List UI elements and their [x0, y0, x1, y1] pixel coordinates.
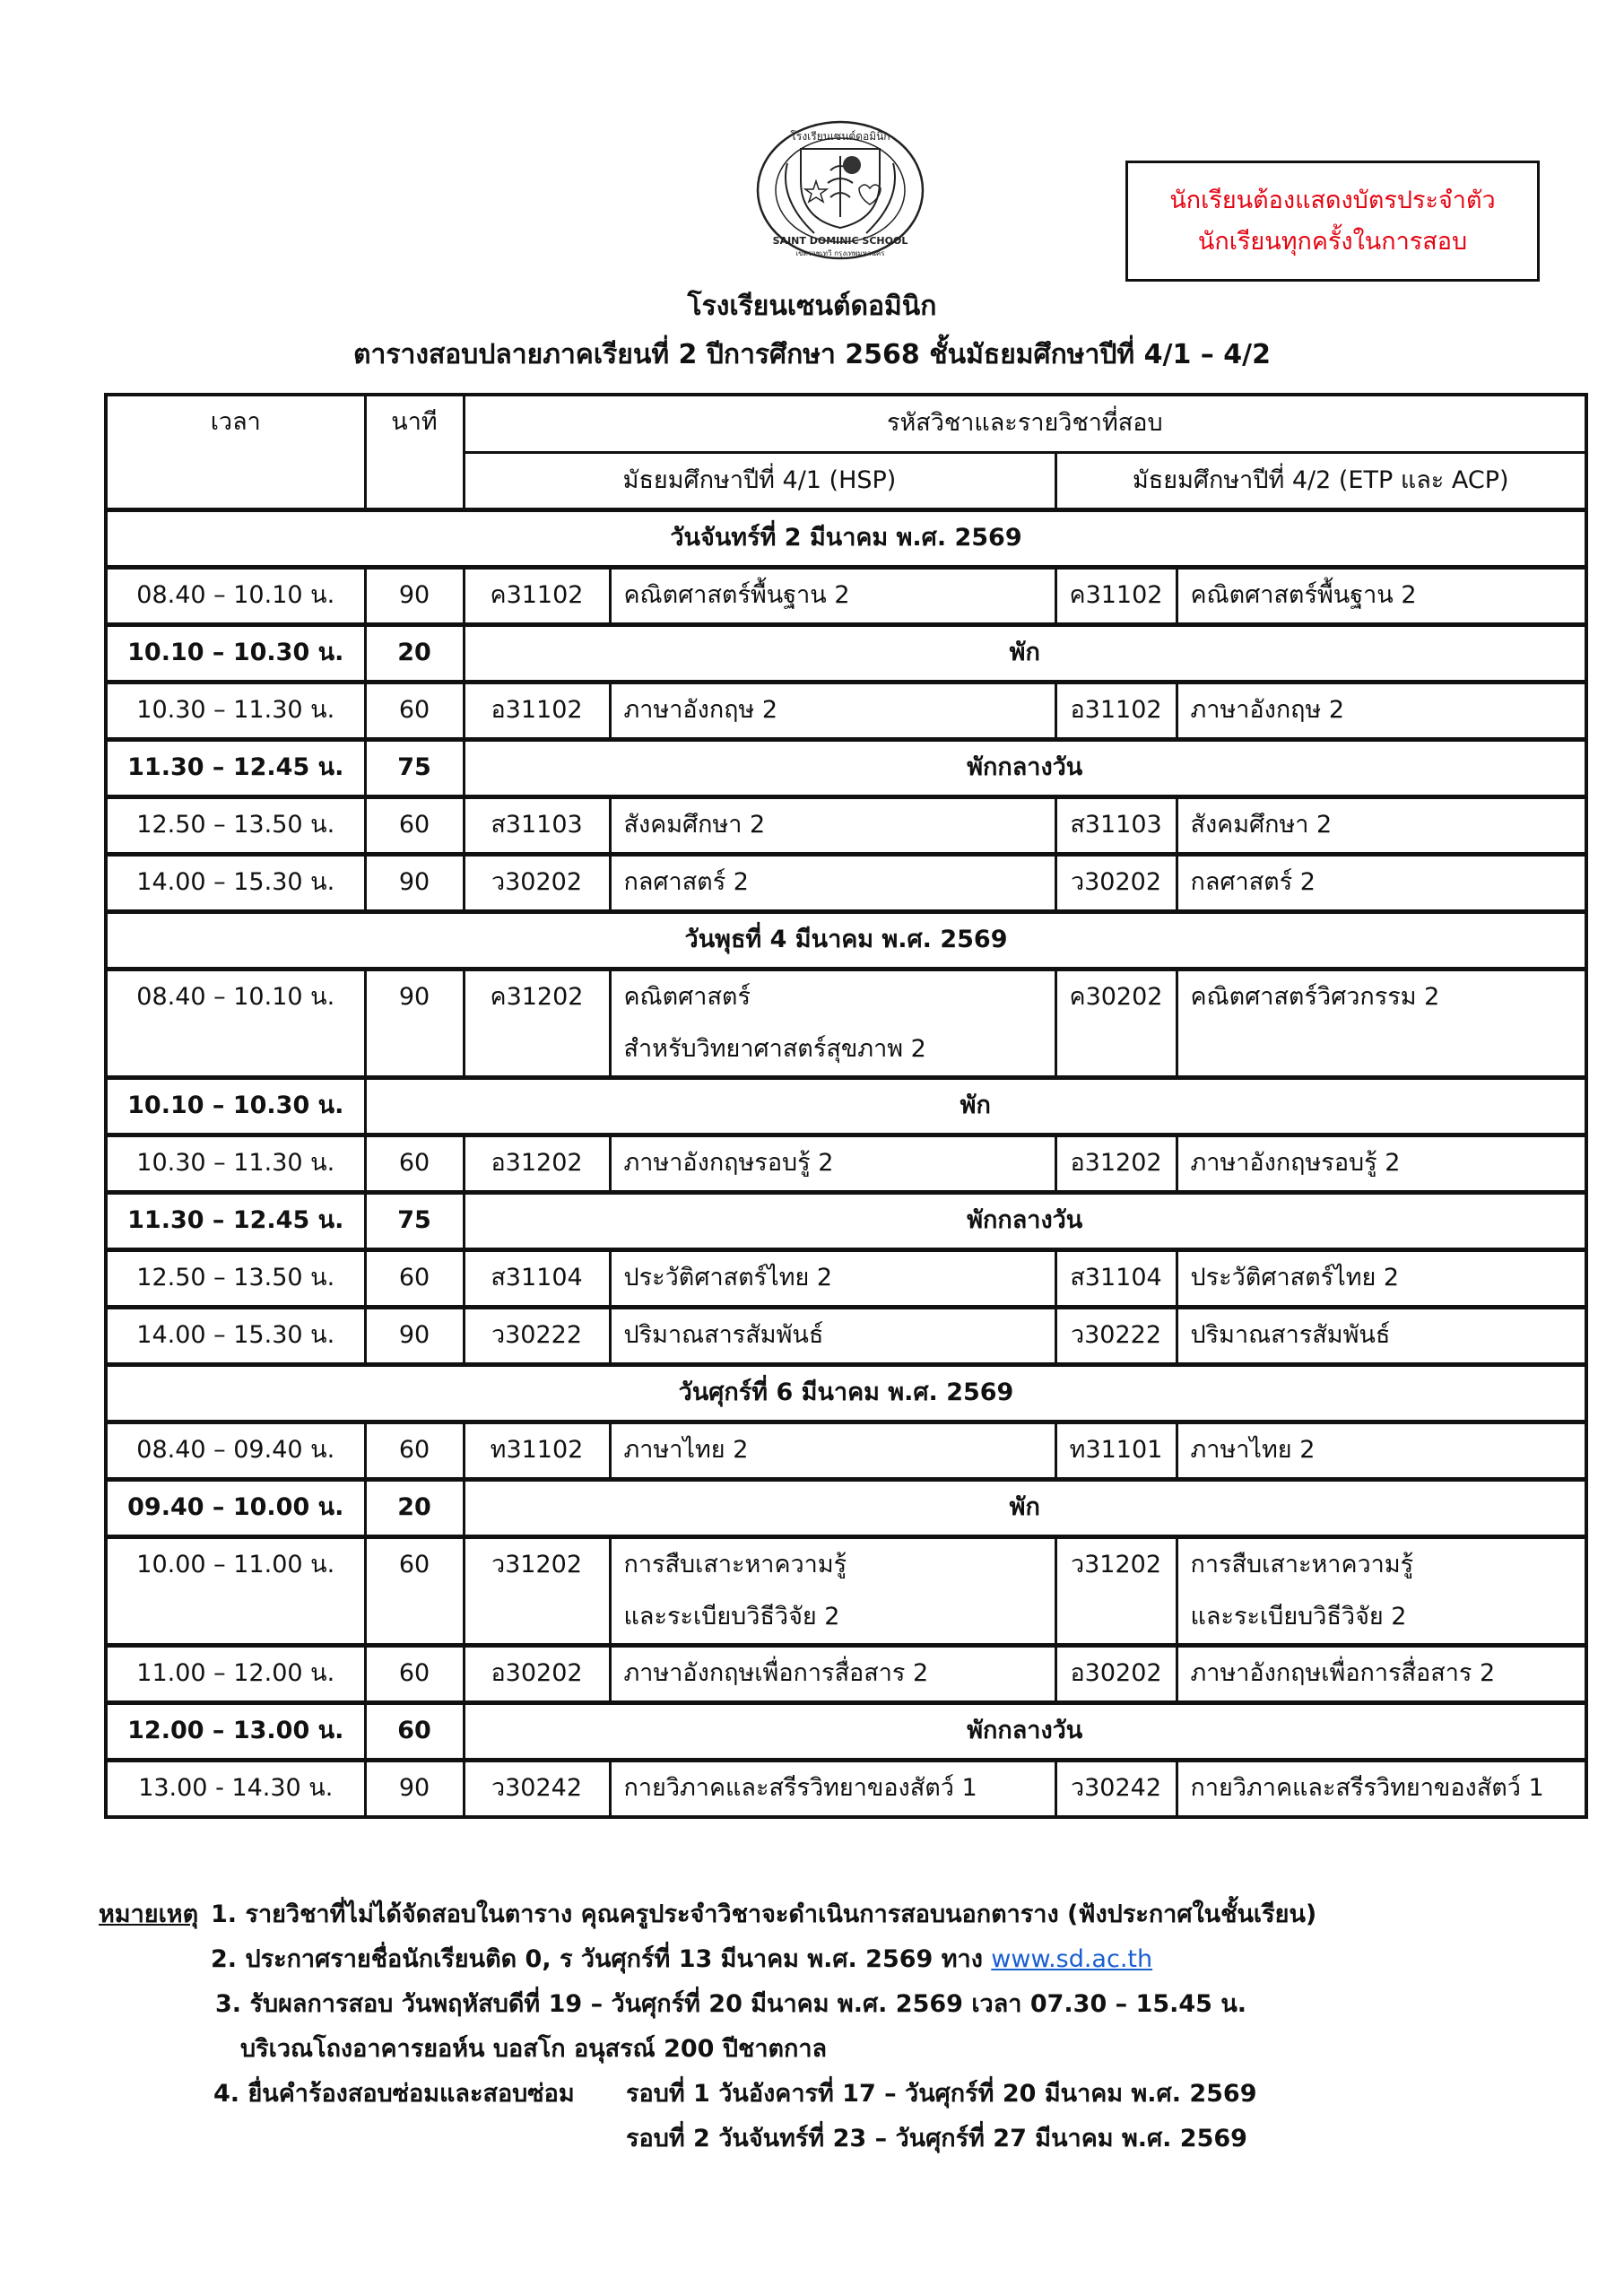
subject-name-4-1 — [610, 567, 1055, 624]
subject-name-line: ภาษาอังกฤษรอบรู้ 2 — [1190, 1149, 1401, 1177]
subject-name-4-1 — [610, 1135, 1055, 1192]
subject-name-4-1 — [610, 1536, 1055, 1645]
notice-line-1: นักเรียนต้องแสดงบัตรประจำตัว — [1169, 186, 1496, 214]
day-header-row — [106, 911, 1586, 969]
subject-name-4-1 — [610, 1307, 1055, 1364]
exam-row — [106, 1645, 1586, 1702]
subject-name-4-1 — [610, 854, 1055, 911]
duration-minutes: 60 — [365, 796, 464, 854]
break-label: พัก — [464, 624, 1586, 682]
time-slot: 08.40 – 10.10 น. — [106, 969, 365, 1077]
notice-line-2: นักเรียนทุกครั้งในการสอบ — [1197, 227, 1468, 256]
duration-minutes: 90 — [365, 1760, 464, 1817]
subject-name-4-1 — [610, 682, 1055, 739]
duration-minutes: 20 — [365, 1479, 464, 1536]
subject-name-line: ภาษาอังกฤษ 2 — [1190, 696, 1345, 724]
duration-minutes: 75 — [365, 1192, 464, 1249]
duration-minutes: 90 — [365, 969, 464, 1077]
subject-name-line: และระเบียบวิธีวิจัย 2 — [623, 1602, 840, 1631]
subject-name-4-2 — [1177, 1135, 1586, 1192]
duration-minutes: 60 — [365, 1249, 464, 1307]
subject-name-line: ภาษาไทย 2 — [1190, 1436, 1316, 1464]
subject-name-line: คณิตศาสตร์วิศวกรรม 2 — [1190, 982, 1440, 1011]
subject-name-line: ภาษาอังกฤษเพื่อการสื่อสาร 2 — [623, 1659, 929, 1687]
subject-code-4-2: ว30222 — [1055, 1307, 1177, 1364]
break-row — [106, 739, 1586, 796]
duration-minutes: 60 — [365, 682, 464, 739]
duration-minutes: 90 — [365, 854, 464, 911]
break-row — [106, 1077, 1586, 1135]
subject-code-4-1: อ31102 — [464, 682, 610, 739]
subject-name-4-2 — [1177, 1422, 1586, 1479]
subject-name-line: ภาษาอังกฤษเพื่อการสื่อสาร 2 — [1190, 1659, 1496, 1687]
break-row — [106, 1192, 1586, 1249]
time-slot: 12.00 – 13.00 น. — [106, 1702, 365, 1760]
exam-row — [106, 567, 1586, 624]
subject-code-4-1: ส31104 — [464, 1249, 610, 1307]
subject-name-line: สังคมศึกษา 2 — [1190, 811, 1333, 839]
subject-code-4-1: ว30202 — [464, 854, 610, 911]
subject-name-line: คณิตศาสตร์ — [623, 982, 751, 1011]
subject-name-line: ภาษาไทย 2 — [623, 1436, 749, 1464]
subject-name-line: ประวัติศาสตร์ไทย 2 — [623, 1264, 833, 1292]
time-slot: 14.00 – 15.30 น. — [106, 1307, 365, 1364]
subject-name-line: การสืบเสาะหาความรู้ — [1190, 1550, 1414, 1578]
time-slot: 08.40 – 09.40 น. — [106, 1422, 365, 1479]
exam-row — [106, 1249, 1586, 1307]
subject-name-4-1 — [610, 1249, 1055, 1307]
break-label: พักกลางวัน — [464, 739, 1586, 796]
subject-name-line: ภาษาอังกฤษรอบรู้ 2 — [623, 1149, 834, 1177]
subject-code-4-1: ว30222 — [464, 1307, 610, 1364]
subject-name-4-1 — [610, 1760, 1055, 1817]
school-website-link[interactable]: www.sd.ac.th — [991, 1945, 1153, 1973]
subject-name-line: ปริมาณสารสัมพันธ์ — [623, 1321, 824, 1349]
duration-minutes: 90 — [365, 567, 464, 624]
note-item-2-text: 2. ประกาศรายชื่อนักเรียนติด 0, ร วันศุกร์ที่ 13 มีนาคม พ.ศ. 2569 ทาง — [211, 1945, 983, 1973]
logo-text-top: โรงเรียนเซนต์ดอมินิก — [790, 130, 890, 143]
subject-name-4-2 — [1177, 1645, 1586, 1702]
exam-row — [106, 854, 1586, 911]
exam-row — [106, 1536, 1586, 1645]
subject-name-4-2 — [1177, 969, 1586, 1077]
break-label: พัก — [464, 1479, 1586, 1536]
subject-name-line: กายวิภาคและสรีรวิทยาของสัตว์ 1 — [1190, 1774, 1544, 1803]
subject-code-4-2: ว30202 — [1055, 854, 1177, 911]
subject-code-4-2: ท31101 — [1055, 1422, 1177, 1479]
note-item-4-round-1: รอบที่ 1 วันอังคารที่ 17 – วันศุกร์ที่ 20 มีนาคม พ.ศ. 2569 — [626, 2080, 1257, 2108]
subject-code-4-1: ส31103 — [464, 796, 610, 854]
subject-name-4-1 — [610, 796, 1055, 854]
day-date: วันจันทร์ที่ 2 มีนาคม พ.ศ. 2569 — [106, 509, 1586, 567]
day-date: วันศุกร์ที่ 6 มีนาคม พ.ศ. 2569 — [106, 1364, 1586, 1422]
subject-name-line: กายวิภาคและสรีรวิทยาของสัตว์ 1 — [623, 1774, 977, 1803]
subject-code-4-1: ว31202 — [464, 1536, 610, 1645]
subject-name-4-1 — [610, 969, 1055, 1077]
logo-text-bottom: เขตราชเทวี กรุงเทพมหานคร — [795, 249, 885, 257]
exam-row — [106, 1135, 1586, 1192]
subject-code-4-2: อ31202 — [1055, 1135, 1177, 1192]
subject-name-line: ประวัติศาสตร์ไทย 2 — [1190, 1264, 1400, 1292]
subject-name-line: ปริมาณสารสัมพันธ์ — [1190, 1321, 1391, 1349]
day-date: วันพุธที่ 4 มีนาคม พ.ศ. 2569 — [106, 911, 1586, 969]
school-crest-icon — [751, 118, 929, 262]
time-slot: 08.40 – 10.10 น. — [106, 567, 365, 624]
time-slot: 12.50 – 13.50 น. — [106, 796, 365, 854]
time-slot: 09.40 – 10.00 น. — [106, 1479, 365, 1536]
exam-title: ตารางสอบปลายภาคเรียนที่ 2 ปีการศึกษา 2568 ชั้นมัธยมศึกษาปีที่ 4/1 – 4/2 — [353, 339, 1271, 370]
subject-code-4-2: อ30202 — [1055, 1645, 1177, 1702]
note-item-4-round-2: รอบที่ 2 วันจันทร์ที่ 23 – วันศุกร์ที่ 27 มีนาคม พ.ศ. 2569 — [626, 2125, 1247, 2152]
subject-code-4-2: ว31202 — [1055, 1536, 1177, 1645]
time-slot: 10.30 – 11.30 น. — [106, 1135, 365, 1192]
subject-name-4-2 — [1177, 567, 1586, 624]
duration-minutes: 60 — [365, 1645, 464, 1702]
exam-row — [106, 1307, 1586, 1364]
subject-name-4-1 — [610, 1645, 1055, 1702]
subject-code-4-2: ส31104 — [1055, 1249, 1177, 1307]
exam-row — [106, 682, 1586, 739]
exam-row — [106, 796, 1586, 854]
day-header-row — [106, 1364, 1586, 1422]
duration-minutes: 60 — [365, 1135, 464, 1192]
time-slot: 10.10 – 10.30 น. — [106, 1077, 365, 1135]
logo-text-mid: SAINT DOMINIC SCHOOL — [772, 235, 908, 247]
duration-minutes: 75 — [365, 739, 464, 796]
subject-name-4-2 — [1177, 1307, 1586, 1364]
school-name: โรงเรียนเซนต์ดอมินิก — [687, 291, 937, 322]
subject-name-4-2 — [1177, 682, 1586, 739]
subject-name-4-2 — [1177, 796, 1586, 854]
subject-name-line: กลศาสตร์ 2 — [623, 868, 749, 896]
break-label: พักกลางวัน — [464, 1702, 1586, 1760]
subject-code-4-2: อ31102 — [1055, 682, 1177, 739]
time-slot: 10.30 – 11.30 น. — [106, 682, 365, 739]
subject-name-line: และระเบียบวิธีวิจัย 2 — [1190, 1602, 1407, 1631]
subject-name-4-2 — [1177, 1760, 1586, 1817]
time-slot: 10.00 – 11.00 น. — [106, 1536, 365, 1645]
subject-code-4-1: ท31102 — [464, 1422, 610, 1479]
break-label: พัก — [365, 1077, 1586, 1135]
subject-code-4-2: ว30242 — [1055, 1760, 1177, 1817]
time-slot: 11.00 – 12.00 น. — [106, 1645, 365, 1702]
subject-code-4-2: ค30202 — [1055, 969, 1177, 1077]
subject-code-4-1: ค31102 — [464, 567, 610, 624]
subject-name-line: คณิตศาสตร์พื้นฐาน 2 — [1190, 581, 1417, 609]
duration-minutes: 60 — [365, 1536, 464, 1645]
note-item-2 — [211, 1939, 1152, 1978]
col-header-class-4-1: มัธยมศึกษาปีที่ 4/1 (HSP) — [464, 452, 1055, 509]
duration-minutes: 20 — [365, 624, 464, 682]
subject-name-4-2 — [1177, 1536, 1586, 1645]
note-item-3-continued: บริเวณโถงอาคารยอห์น บอสโก อนุสรณ์ 200 ปีชาตกาล — [240, 2035, 828, 2063]
subject-code-4-1: ว30242 — [464, 1760, 610, 1817]
exam-row — [106, 969, 1586, 1077]
subject-code-4-1: อ30202 — [464, 1645, 610, 1702]
subject-name-4-2 — [1177, 1249, 1586, 1307]
time-slot: 12.50 – 13.50 น. — [106, 1249, 365, 1307]
note-item-3: 3. รับผลการสอบ วันพฤหัสบดีที่ 19 – วันศุกร์ที่ 20 มีนาคม พ.ศ. 2569 เวลา 07.30 – 15.45 น. — [215, 1990, 1247, 2018]
duration-minutes: 90 — [365, 1307, 464, 1364]
subject-name-line: สำหรับวิทยาศาสตร์สุขภาพ 2 — [623, 1034, 926, 1063]
duration-minutes: 60 — [365, 1422, 464, 1479]
time-slot: 11.30 – 12.45 น. — [106, 1192, 365, 1249]
col-header-class-4-2: มัธยมศึกษาปีที่ 4/2 (ETP และ ACP) — [1055, 452, 1586, 509]
notes-label: หมายเหตุ — [99, 1900, 199, 1928]
subject-code-4-2: ค31102 — [1055, 567, 1177, 624]
col-header-minutes: นาที — [365, 395, 464, 509]
break-label: พักกลางวัน — [464, 1192, 1586, 1249]
note-item-4: 4. ยื่นคำร้องสอบซ่อมและสอบซ่อม — [213, 2080, 575, 2108]
day-header-row — [106, 509, 1586, 567]
subject-name-line: สังคมศึกษา 2 — [623, 811, 766, 839]
subject-name-4-2 — [1177, 854, 1586, 911]
id-card-notice — [1125, 161, 1540, 282]
col-header-subjects: รหัสวิชาและรายวิชาที่สอบ — [464, 395, 1586, 452]
time-slot: 14.00 – 15.30 น. — [106, 854, 365, 911]
break-row — [106, 624, 1586, 682]
table-header-row — [106, 395, 1586, 452]
time-slot: 11.30 – 12.45 น. — [106, 739, 365, 796]
subject-code-4-2: ส31103 — [1055, 796, 1177, 854]
col-header-time: เวลา — [106, 395, 365, 509]
exam-schedule-table — [104, 393, 1588, 1819]
exam-row — [106, 1422, 1586, 1479]
subject-name-line: ภาษาอังกฤษ 2 — [623, 696, 778, 724]
subject-name-4-1 — [610, 1422, 1055, 1479]
subject-code-4-1: อ31202 — [464, 1135, 610, 1192]
note-item-1: 1. รายวิชาที่ไม่ได้จัดสอบในตาราง คุณครูประจำวิชาจะดำเนินการสอบนอกตาราง (ฟังประกาศในชั้นเรียน) — [211, 1900, 1317, 1928]
time-slot: 10.10 – 10.30 น. — [106, 624, 365, 682]
duration-minutes: 60 — [365, 1702, 464, 1760]
subject-name-line: คณิตศาสตร์พื้นฐาน 2 — [623, 581, 850, 609]
subject-name-line: การสืบเสาะหาความรู้ — [623, 1550, 847, 1578]
subject-name-line: กลศาสตร์ 2 — [1190, 868, 1316, 896]
exam-row — [106, 1760, 1586, 1817]
break-row — [106, 1702, 1586, 1760]
subject-code-4-1: ค31202 — [464, 969, 610, 1077]
break-row — [106, 1479, 1586, 1536]
time-slot: 13.00 - 14.30 น. — [106, 1760, 365, 1817]
